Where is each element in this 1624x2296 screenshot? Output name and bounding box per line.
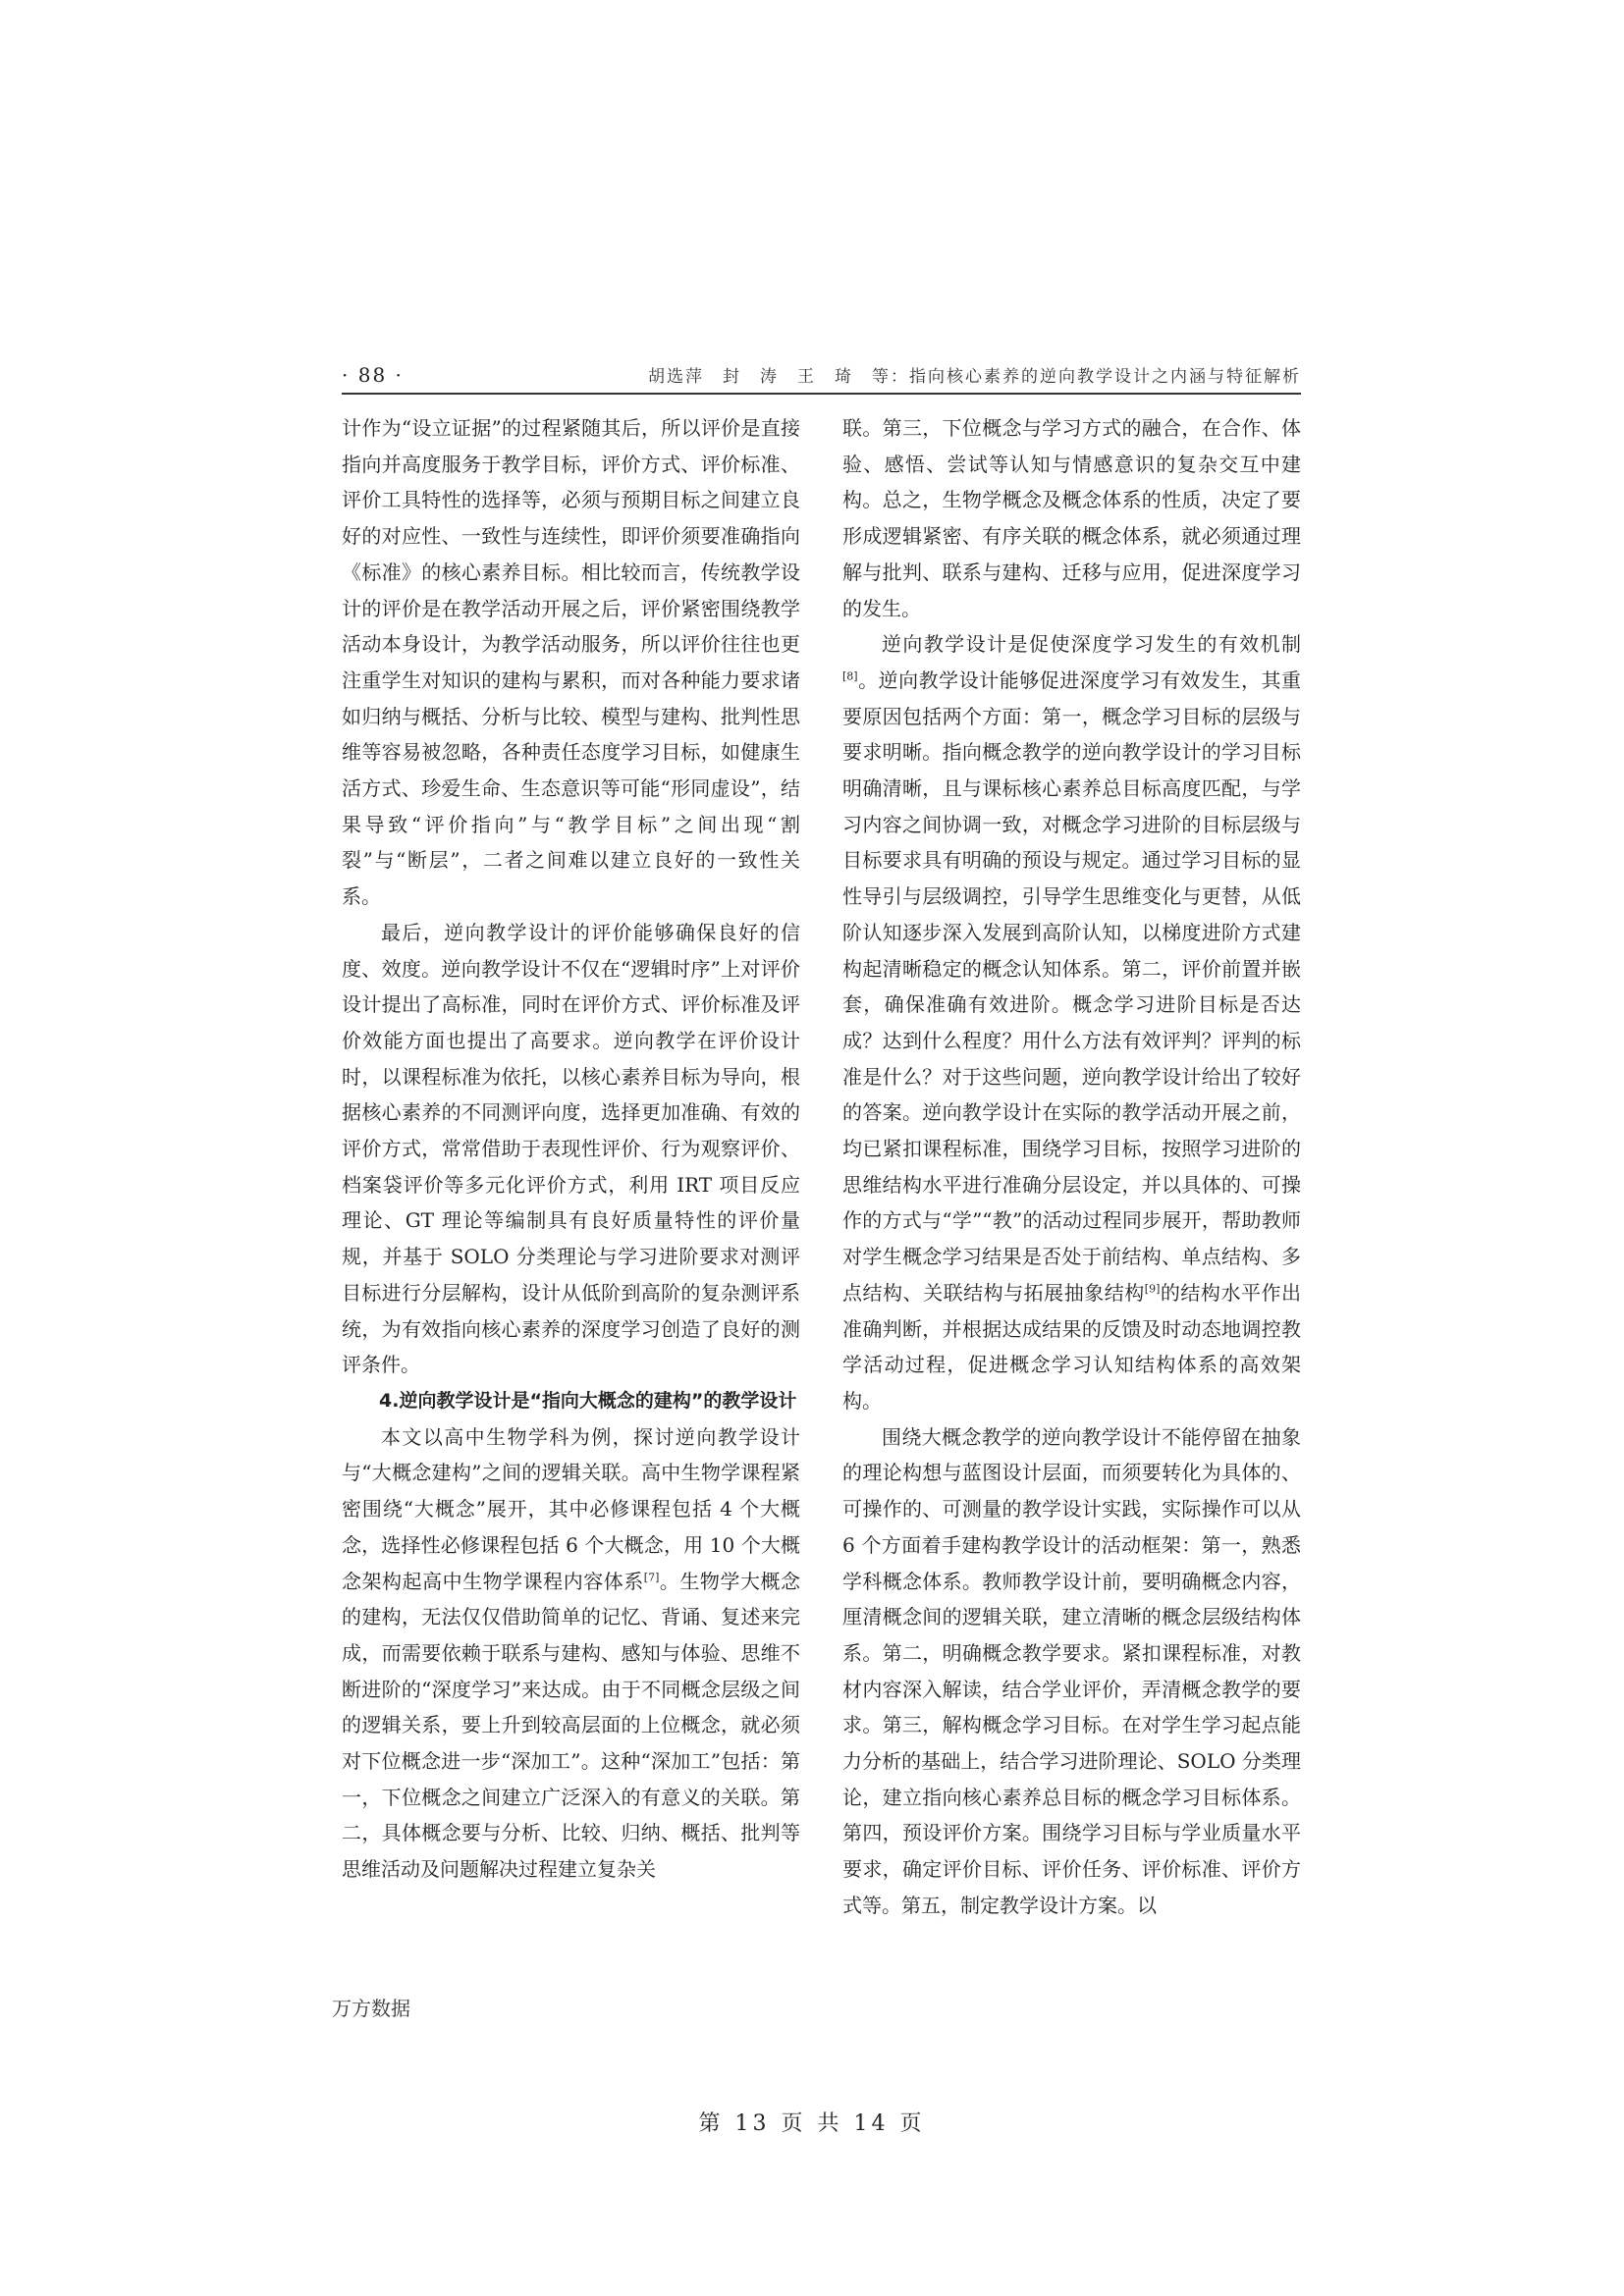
section-heading: 4.逆向教学设计是“指向大概念的建构”的教学设计	[379, 1389, 797, 1412]
citation-ref: [8]	[842, 669, 858, 683]
body-columns	[342, 410, 1301, 1961]
paragraph	[842, 626, 1301, 1418]
left-column	[342, 410, 800, 1888]
paragraph-text: 。逆向教学设计能够促进深度学习有效发生，其重要原因包括两个方面：第一，概念学习目标的层级与要求明晰。指向概念教学的逆向教学设计的学习目标明确清晰，且与课标核心素养总目标高度匹配，与学习内容之间协调一致，对概念学习进阶的目标层级与目标要求具有明确的预设与规定。通过学习目标的显性导引与层级调控，引导学生思维变化与更替，从低阶认知逐步深入发展到高阶认知，以梯度进阶方式建构起清晰稳定的概念认知体系。第二，评价前置并嵌套，确保准确有效进阶。概念学习进阶目标是否达成？达到什么程度？用什么方法有效评判？评判的标准是什么？对于这些问题，逆向教学设计给出了较好的答案。逆向教学设计在实际的教学活动开展之前，均已紧扣课程标准，围绕学习目标，按照学习进阶的思维结构水平进行准确分层设定，并以具体的、可操作的方式与“学”“教”的活动过程同步展开，帮助教师对学生概念学习结果是否处于前结构、单点结构、多点结构、关联结构与拓展抽象结构	[842, 667, 1301, 1305]
paragraph: 联。第三，下位概念与学习方式的融合，在合作、体验、感悟、尝试等认知与情感意识的复杂交互中建构。总之，生物学概念及概念体系的性质，决定了要形成逻辑紧密、有序关联的概念体系，就必须通过理解与批判、联系与建构、迁移与应用，促进深度学习的发生。	[842, 416, 1301, 620]
running-header	[342, 355, 1301, 395]
paragraph	[342, 1419, 800, 1888]
paragraph-text: 逆向教学设计是促使深度学习发生的有效机制	[882, 632, 1301, 657]
citation-ref: [7]	[643, 1570, 660, 1583]
paragraph: 围绕大概念教学的逆向教学设计不能停留在抽象的理论构想与蓝图设计层面，而须要转化为具体的、可操作的、可测量的教学设计实践，实际操作可以从 6 个方面着手建构教学设计的活动框架：第一，熟悉学科概念体系。教师教学设计前，要明确概念内容，厘清概念间的逻辑关联，建立清晰的概念层级结构体系。第二，明确概念教学要求。紧扣课程标准，对教材内容深入解读，结合学业评价，弄清概念教学的要求。第三，解构概念学习目标。在对学生学习起点能力分析的基础上，结合学习进阶理论、SOLO 分类理论，建立指向核心素养总目标的概念学习目标体系。第四，预设评价方案。围绕学习目标与学业质量水平要求，确定评价目标、评价任务、评价标准、评价方式等。第五，制定教学设计方案。以	[842, 1424, 1301, 1917]
paragraph-text: 本文以高中生物学科为例，探讨逆向教学设计与“大概念建构”之间的逻辑关联。高中生物学课程紧密围绕“大概念”展开，其中必修课程包括 4 个大概念，选择性必修课程包括 6 个大概念，用 10 个大概念架构起高中生物学课程内容体系	[342, 1424, 800, 1593]
right-column	[842, 410, 1301, 1924]
citation-ref: [9]	[1144, 1282, 1161, 1296]
paragraph-text: 。生物学大概念的建构，无法仅仅借助简单的记忆、背诵、复述来完成，而需要依赖于联系与建构、感知与体验、思维不断进阶的“深度学习”来达成。由于不同概念层级之间的逻辑关系，要上升到较高层面的上位概念，就必须对下位概念进一步“深加工”。这种“深加工”包括：第一，下位概念之间建立广泛深入的有意义的关联。第二，具体概念要与分析、比较、归纳、概括、批判等思维活动及问题解决过程建立复杂关	[342, 1569, 801, 1882]
paragraph-text: 的结构水平作出准确判断，并根据达成结果的反馈及时动态地调控教学活动过程，促进概念学习认知结构体系的高效架构。	[842, 1280, 1302, 1413]
page-indicator: 第 13 页 共 14 页	[698, 2111, 926, 2136]
source-watermark: 万方数据	[332, 1997, 410, 2020]
running-title: 胡选萍 封 涛 王 琦 等：指向核心素养的逆向教学设计之内涵与特征解析	[648, 367, 1301, 387]
page-number: · 88 ·	[342, 363, 404, 387]
paragraph: 计作为“设立证据”的过程紧随其后，所以评价是直接指向并高度服务于教学目标，评价方式、评价标准、评价工具特性的选择等，必须与预期目标之间建立良好的对应性、一致性与连续性，即评价须要准确指向《标准》的核心素养目标。相比较而言，传统教学设计的评价是在教学活动开展之后，评价紧密围绕教学活动本身设计，为教学活动服务，所以评价往往也更注重学生对知识的建构与累积，而对各种能力要求诸如归纳与概括、分析与比较、模型与建构、批判性思维等容易被忽略，各种责任态度学习目标，如健康生活方式、珍爱生命、生态意识等可能“形同虚设”，结果导致“评价指向”与“教学目标”之间出现“割裂”与“断层”，二者之间难以建立良好的一致性关系。	[342, 416, 800, 909]
paragraph: 最后，逆向教学设计的评价能够确保良好的信度、效度。逆向教学设计不仅在“逻辑时序”上对评价设计提出了高标准，同时在评价方式、评价标准及评价效能方面也提出了高要求。逆向教学在评价设计时，以课程标准为依托，以核心素养目标为导向，根据核心素养的不同测评向度，选择更加准确、有效的评价方式，常常借助于表现性评价、行为观察评价、档案袋评价等多元化评价方式，利用 IRT 项目反应理论、GT 理论等编制具有良好质量特性的评价量规，并基于 SOLO 分类理论与学习进阶要求对测评目标进行分层解构，设计从低阶到高阶的复杂测评系统，为有效指向核心素养的深度学习创造了良好的测评条件。	[342, 920, 800, 1377]
